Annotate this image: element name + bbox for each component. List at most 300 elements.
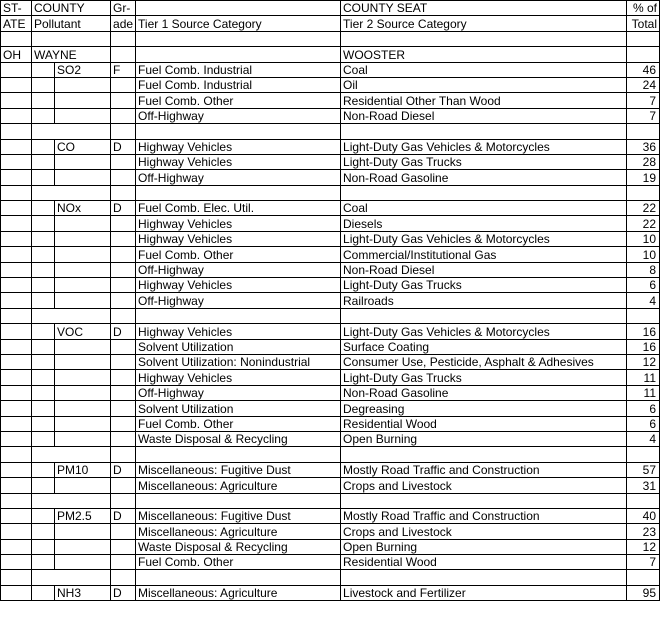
blank-row — [1, 447, 660, 462]
state-cell — [1, 585, 32, 600]
pollutant-name: NH3 — [55, 585, 111, 600]
county-cell — [32, 308, 111, 323]
percent-value: 11 — [627, 385, 660, 400]
pollutant-cell — [55, 354, 111, 369]
percent-value: 7 — [627, 93, 660, 108]
state-cell — [1, 231, 32, 246]
state-cell — [1, 401, 32, 416]
blank-row — [1, 570, 660, 585]
pollutant-name: PM10 — [55, 462, 111, 477]
pollutant-name: CO — [55, 139, 111, 154]
grade-value: D — [111, 508, 136, 523]
tier2-source: Light-Duty Gas Trucks — [341, 154, 627, 169]
percent-value: 4 — [627, 293, 660, 308]
indent-cell — [32, 77, 55, 92]
indent-cell — [32, 293, 55, 308]
tier1-cell — [136, 31, 341, 46]
table-row — [1, 339, 660, 354]
tier1-cell — [136, 570, 341, 585]
pollutant-cell — [55, 278, 111, 293]
state-cell — [1, 139, 32, 154]
tier2-source: Non-Road Gasoline — [341, 170, 627, 185]
state-cell — [1, 324, 32, 339]
grade-cell — [111, 278, 136, 293]
table-row — [1, 201, 660, 216]
tier2-cell — [341, 493, 627, 508]
state-cell — [1, 416, 32, 431]
indent-cell — [32, 201, 55, 216]
percent-value: 10 — [627, 247, 660, 262]
tier2-source: Coal — [341, 201, 627, 216]
table-row — [1, 170, 660, 185]
pollutant-cell — [55, 170, 111, 185]
tier2-source: Light-Duty Gas Vehicles & Motorcycles — [341, 231, 627, 246]
percent-cell — [627, 447, 660, 462]
grade-cell — [111, 539, 136, 554]
header-row — [1, 16, 660, 31]
state-cell — [1, 431, 32, 446]
state-cell — [1, 124, 32, 139]
county-cell — [32, 493, 111, 508]
blank-row — [1, 31, 660, 46]
percent-value: 4 — [627, 431, 660, 446]
state-cell — [1, 370, 32, 385]
table-row — [1, 247, 660, 262]
percent-cell — [627, 31, 660, 46]
tier1-source: Highway Vehicles — [136, 231, 341, 246]
tier1-source: Waste Disposal & Recycling — [136, 539, 341, 554]
percent-value: 6 — [627, 401, 660, 416]
state-cell — [1, 185, 32, 200]
header-percent: % of — [627, 1, 660, 16]
percent-value: 23 — [627, 524, 660, 539]
state-cell — [1, 278, 32, 293]
tier2-source: Coal — [341, 62, 627, 77]
tier1-source: Solvent Utilization: Nonindustrial — [136, 354, 341, 369]
table-row — [1, 154, 660, 169]
tier1-source: Miscellaneous: Agriculture — [136, 585, 341, 600]
grade-cell — [111, 385, 136, 400]
pollutant-cell — [55, 93, 111, 108]
tier1-source: Fuel Comb. Other — [136, 555, 341, 570]
header-tier1 — [136, 1, 341, 16]
blank-row — [1, 308, 660, 323]
grade-cell — [111, 124, 136, 139]
table-row — [1, 231, 660, 246]
grade-cell — [111, 47, 136, 62]
tier1-source: Highway Vehicles — [136, 154, 341, 169]
pollutant-cell — [55, 216, 111, 231]
county-name: WAYNE — [32, 47, 111, 62]
indent-cell — [32, 539, 55, 554]
tier1-cell — [136, 308, 341, 323]
emissions-table-body — [1, 1, 660, 601]
grade-cell — [111, 308, 136, 323]
pollutant-cell — [55, 401, 111, 416]
tier1-source: Fuel Comb. Industrial — [136, 77, 341, 92]
state-cell — [1, 570, 32, 585]
pollutant-cell — [55, 539, 111, 554]
tier1-source: Fuel Comb. Other — [136, 416, 341, 431]
blank-row — [1, 124, 660, 139]
tier2-source: Degreasing — [341, 401, 627, 416]
header-row — [1, 1, 660, 16]
table-row — [1, 216, 660, 231]
state-cell — [1, 462, 32, 477]
table-row — [1, 555, 660, 570]
tier2-source: Residential Wood — [341, 416, 627, 431]
tier2-source: Railroads — [341, 293, 627, 308]
state-cell — [1, 478, 32, 493]
indent-cell — [32, 247, 55, 262]
table-row — [1, 462, 660, 477]
tier1-source: Off-Highway — [136, 385, 341, 400]
county-cell — [32, 185, 111, 200]
pollutant-cell — [55, 431, 111, 446]
pollutant-cell — [55, 385, 111, 400]
tier2-cell — [341, 31, 627, 46]
table-row — [1, 416, 660, 431]
header-tier2: COUNTY SEAT — [341, 1, 627, 16]
tier2-cell — [341, 185, 627, 200]
tier1-cell — [136, 447, 341, 462]
indent-cell — [32, 170, 55, 185]
tier1-source: Miscellaneous: Agriculture — [136, 478, 341, 493]
grade-value: D — [111, 139, 136, 154]
state-cell — [1, 108, 32, 123]
state-cell — [1, 247, 32, 262]
grade-cell — [111, 493, 136, 508]
tier1-source: Highway Vehicles — [136, 139, 341, 154]
state-cell — [1, 354, 32, 369]
indent-cell — [32, 385, 55, 400]
grade-cell — [111, 108, 136, 123]
tier2-source: Open Burning — [341, 539, 627, 554]
indent-cell — [32, 370, 55, 385]
percent-value: 12 — [627, 354, 660, 369]
percent-value: 28 — [627, 154, 660, 169]
tier2-source: Light-Duty Gas Vehicles & Motorcycles — [341, 139, 627, 154]
grade-cell — [111, 293, 136, 308]
state-code: OH — [1, 47, 32, 62]
indent-cell — [32, 416, 55, 431]
grade-cell — [111, 401, 136, 416]
tier1-source: Highway Vehicles — [136, 370, 341, 385]
indent-cell — [32, 555, 55, 570]
tier2-source: Commercial/Institutional Gas — [341, 247, 627, 262]
tier1-source: Fuel Comb. Industrial — [136, 62, 341, 77]
table-row — [1, 401, 660, 416]
grade-cell — [111, 570, 136, 585]
indent-cell — [32, 154, 55, 169]
state-cell — [1, 216, 32, 231]
pollutant-name: SO2 — [55, 62, 111, 77]
tier2-source: Surface Coating — [341, 339, 627, 354]
table-row — [1, 385, 660, 400]
table-row — [1, 324, 660, 339]
percent-value: 16 — [627, 324, 660, 339]
state-cell — [1, 31, 32, 46]
percent-value: 22 — [627, 201, 660, 216]
grade-value: D — [111, 324, 136, 339]
tier2-source: Non-Road Diesel — [341, 108, 627, 123]
percent-cell — [627, 308, 660, 323]
pollutant-cell — [55, 416, 111, 431]
grade-cell — [111, 478, 136, 493]
percent-value: 24 — [627, 77, 660, 92]
indent-cell — [32, 62, 55, 77]
grade-cell — [111, 262, 136, 277]
tier2-cell — [341, 124, 627, 139]
indent-cell — [32, 524, 55, 539]
tier1-cell — [136, 124, 341, 139]
pollutant-cell — [55, 478, 111, 493]
table-row — [1, 524, 660, 539]
county-cell — [32, 570, 111, 585]
table-row — [1, 278, 660, 293]
table-row — [1, 354, 660, 369]
indent-cell — [32, 216, 55, 231]
indent-cell — [32, 508, 55, 523]
tier2-source: Crops and Livestock — [341, 524, 627, 539]
percent-value: 6 — [627, 278, 660, 293]
blank-row — [1, 493, 660, 508]
percent-value: 10 — [627, 231, 660, 246]
grade-value: D — [111, 585, 136, 600]
state-cell — [1, 170, 32, 185]
tier2-source: Oil — [341, 77, 627, 92]
tier2-source: Mostly Road Traffic and Construction — [341, 508, 627, 523]
tier1-source: Highway Vehicles — [136, 216, 341, 231]
percent-value: 40 — [627, 508, 660, 523]
tier1-source: Solvent Utilization — [136, 339, 341, 354]
percent-value: 11 — [627, 370, 660, 385]
county-seat: WOOSTER — [341, 47, 627, 62]
table-row — [1, 77, 660, 92]
pollutant-cell — [55, 262, 111, 277]
percent-cell — [627, 570, 660, 585]
header-grade: Gr- — [111, 1, 136, 16]
pollutant-cell — [55, 77, 111, 92]
tier1-source: Waste Disposal & Recycling — [136, 431, 341, 446]
state-cell — [1, 201, 32, 216]
state-cell — [1, 508, 32, 523]
state-cell — [1, 555, 32, 570]
grade-cell — [111, 170, 136, 185]
header-county: COUNTY — [32, 1, 111, 16]
grade-cell — [111, 77, 136, 92]
indent-cell — [32, 108, 55, 123]
header-percent: Total — [627, 16, 660, 31]
county-cell — [32, 31, 111, 46]
state-cell — [1, 77, 32, 92]
grade-cell — [111, 247, 136, 262]
grade-cell — [111, 93, 136, 108]
pollutant-cell — [55, 231, 111, 246]
pollutant-cell — [55, 339, 111, 354]
tier1-cell — [136, 493, 341, 508]
location-row — [1, 47, 660, 62]
tier2-cell — [341, 308, 627, 323]
grade-cell — [111, 447, 136, 462]
grade-cell — [111, 216, 136, 231]
pollutant-cell — [55, 247, 111, 262]
grade-cell — [111, 31, 136, 46]
tier2-source: Crops and Livestock — [341, 478, 627, 493]
percent-value: 36 — [627, 139, 660, 154]
tier2-source: Diesels — [341, 216, 627, 231]
table-row — [1, 139, 660, 154]
indent-cell — [32, 339, 55, 354]
indent-cell — [32, 324, 55, 339]
grade-cell — [111, 354, 136, 369]
percent-value: 6 — [627, 416, 660, 431]
grade-cell — [111, 154, 136, 169]
percent-value: 31 — [627, 478, 660, 493]
percent-value: 57 — [627, 462, 660, 477]
indent-cell — [32, 93, 55, 108]
grade-cell — [111, 524, 136, 539]
state-cell — [1, 339, 32, 354]
tier2-source: Non-Road Gasoline — [341, 385, 627, 400]
table-row — [1, 370, 660, 385]
indent-cell — [32, 585, 55, 600]
grade-cell — [111, 370, 136, 385]
tier1-source: Off-Highway — [136, 262, 341, 277]
tier2-source: Residential Other Than Wood — [341, 93, 627, 108]
tier2-source: Consumer Use, Pesticide, Asphalt & Adhesives — [341, 354, 627, 369]
indent-cell — [32, 478, 55, 493]
pollutant-name: PM2.5 — [55, 508, 111, 523]
grade-value: F — [111, 62, 136, 77]
tier2-cell — [341, 447, 627, 462]
table-row — [1, 93, 660, 108]
percent-cell — [627, 185, 660, 200]
pollutant-name: VOC — [55, 324, 111, 339]
header-county: Pollutant — [32, 16, 111, 31]
percent-value: 7 — [627, 108, 660, 123]
pollutant-cell — [55, 154, 111, 169]
state-cell — [1, 385, 32, 400]
tier2-source: Light-Duty Gas Vehicles & Motorcycles — [341, 324, 627, 339]
grade-value: D — [111, 201, 136, 216]
table-row — [1, 293, 660, 308]
percent-value: 12 — [627, 539, 660, 554]
indent-cell — [32, 462, 55, 477]
tier1-source: Miscellaneous: Fugitive Dust — [136, 508, 341, 523]
tier1-source: Fuel Comb. Other — [136, 247, 341, 262]
tier1-cell — [136, 185, 341, 200]
tier1-source: Miscellaneous: Agriculture — [136, 524, 341, 539]
percent-value: 7 — [627, 555, 660, 570]
state-cell — [1, 493, 32, 508]
tier2-source: Non-Road Diesel — [341, 262, 627, 277]
table-row — [1, 585, 660, 600]
tier1-source: Fuel Comb. Other — [136, 93, 341, 108]
tier1-cell — [136, 47, 341, 62]
indent-cell — [32, 354, 55, 369]
grade-value: D — [111, 462, 136, 477]
blank-row — [1, 185, 660, 200]
indent-cell — [32, 278, 55, 293]
tier1-source: Fuel Comb. Elec. Util. — [136, 201, 341, 216]
table-row — [1, 62, 660, 77]
table-row — [1, 262, 660, 277]
header-state: ATE — [1, 16, 32, 31]
header-grade: ade — [111, 16, 136, 31]
grade-cell — [111, 431, 136, 446]
tier1-source: Solvent Utilization — [136, 401, 341, 416]
table-row — [1, 431, 660, 446]
percent-value: 16 — [627, 339, 660, 354]
percent-value: 8 — [627, 262, 660, 277]
header-state: ST- — [1, 1, 32, 16]
indent-cell — [32, 431, 55, 446]
pollutant-cell — [55, 293, 111, 308]
pollutant-cell — [55, 555, 111, 570]
state-cell — [1, 262, 32, 277]
state-cell — [1, 447, 32, 462]
pollutant-name: NOx — [55, 201, 111, 216]
tier1-source: Off-Highway — [136, 293, 341, 308]
indent-cell — [32, 262, 55, 277]
grade-cell — [111, 185, 136, 200]
county-cell — [32, 447, 111, 462]
pollutant-cell — [55, 108, 111, 123]
header-tier1: Tier 1 Source Category — [136, 16, 341, 31]
state-cell — [1, 524, 32, 539]
grade-cell — [111, 555, 136, 570]
percent-value: 95 — [627, 585, 660, 600]
percent-cell — [627, 47, 660, 62]
percent-cell — [627, 493, 660, 508]
state-cell — [1, 539, 32, 554]
state-cell — [1, 93, 32, 108]
grade-cell — [111, 231, 136, 246]
percent-value: 46 — [627, 62, 660, 77]
tier2-cell — [341, 570, 627, 585]
pollutant-cell — [55, 370, 111, 385]
indent-cell — [32, 231, 55, 246]
percent-value: 19 — [627, 170, 660, 185]
tier2-source: Open Burning — [341, 431, 627, 446]
indent-cell — [32, 139, 55, 154]
tier1-source: Highway Vehicles — [136, 324, 341, 339]
tier2-source: Light-Duty Gas Trucks — [341, 370, 627, 385]
table-row — [1, 478, 660, 493]
tier1-source: Miscellaneous: Fugitive Dust — [136, 462, 341, 477]
grade-cell — [111, 416, 136, 431]
percent-value: 22 — [627, 216, 660, 231]
state-cell — [1, 62, 32, 77]
header-tier2: Tier 2 Source Category — [341, 16, 627, 31]
percent-cell — [627, 124, 660, 139]
table-row — [1, 508, 660, 523]
state-cell — [1, 308, 32, 323]
county-cell — [32, 124, 111, 139]
tier2-source: Livestock and Fertilizer — [341, 585, 627, 600]
tier2-source: Mostly Road Traffic and Construction — [341, 462, 627, 477]
state-cell — [1, 293, 32, 308]
table-row — [1, 108, 660, 123]
table-row — [1, 539, 660, 554]
state-cell — [1, 154, 32, 169]
pollutant-cell — [55, 524, 111, 539]
indent-cell — [32, 401, 55, 416]
grade-cell — [111, 339, 136, 354]
tier1-source: Off-Highway — [136, 108, 341, 123]
tier1-source: Highway Vehicles — [136, 278, 341, 293]
